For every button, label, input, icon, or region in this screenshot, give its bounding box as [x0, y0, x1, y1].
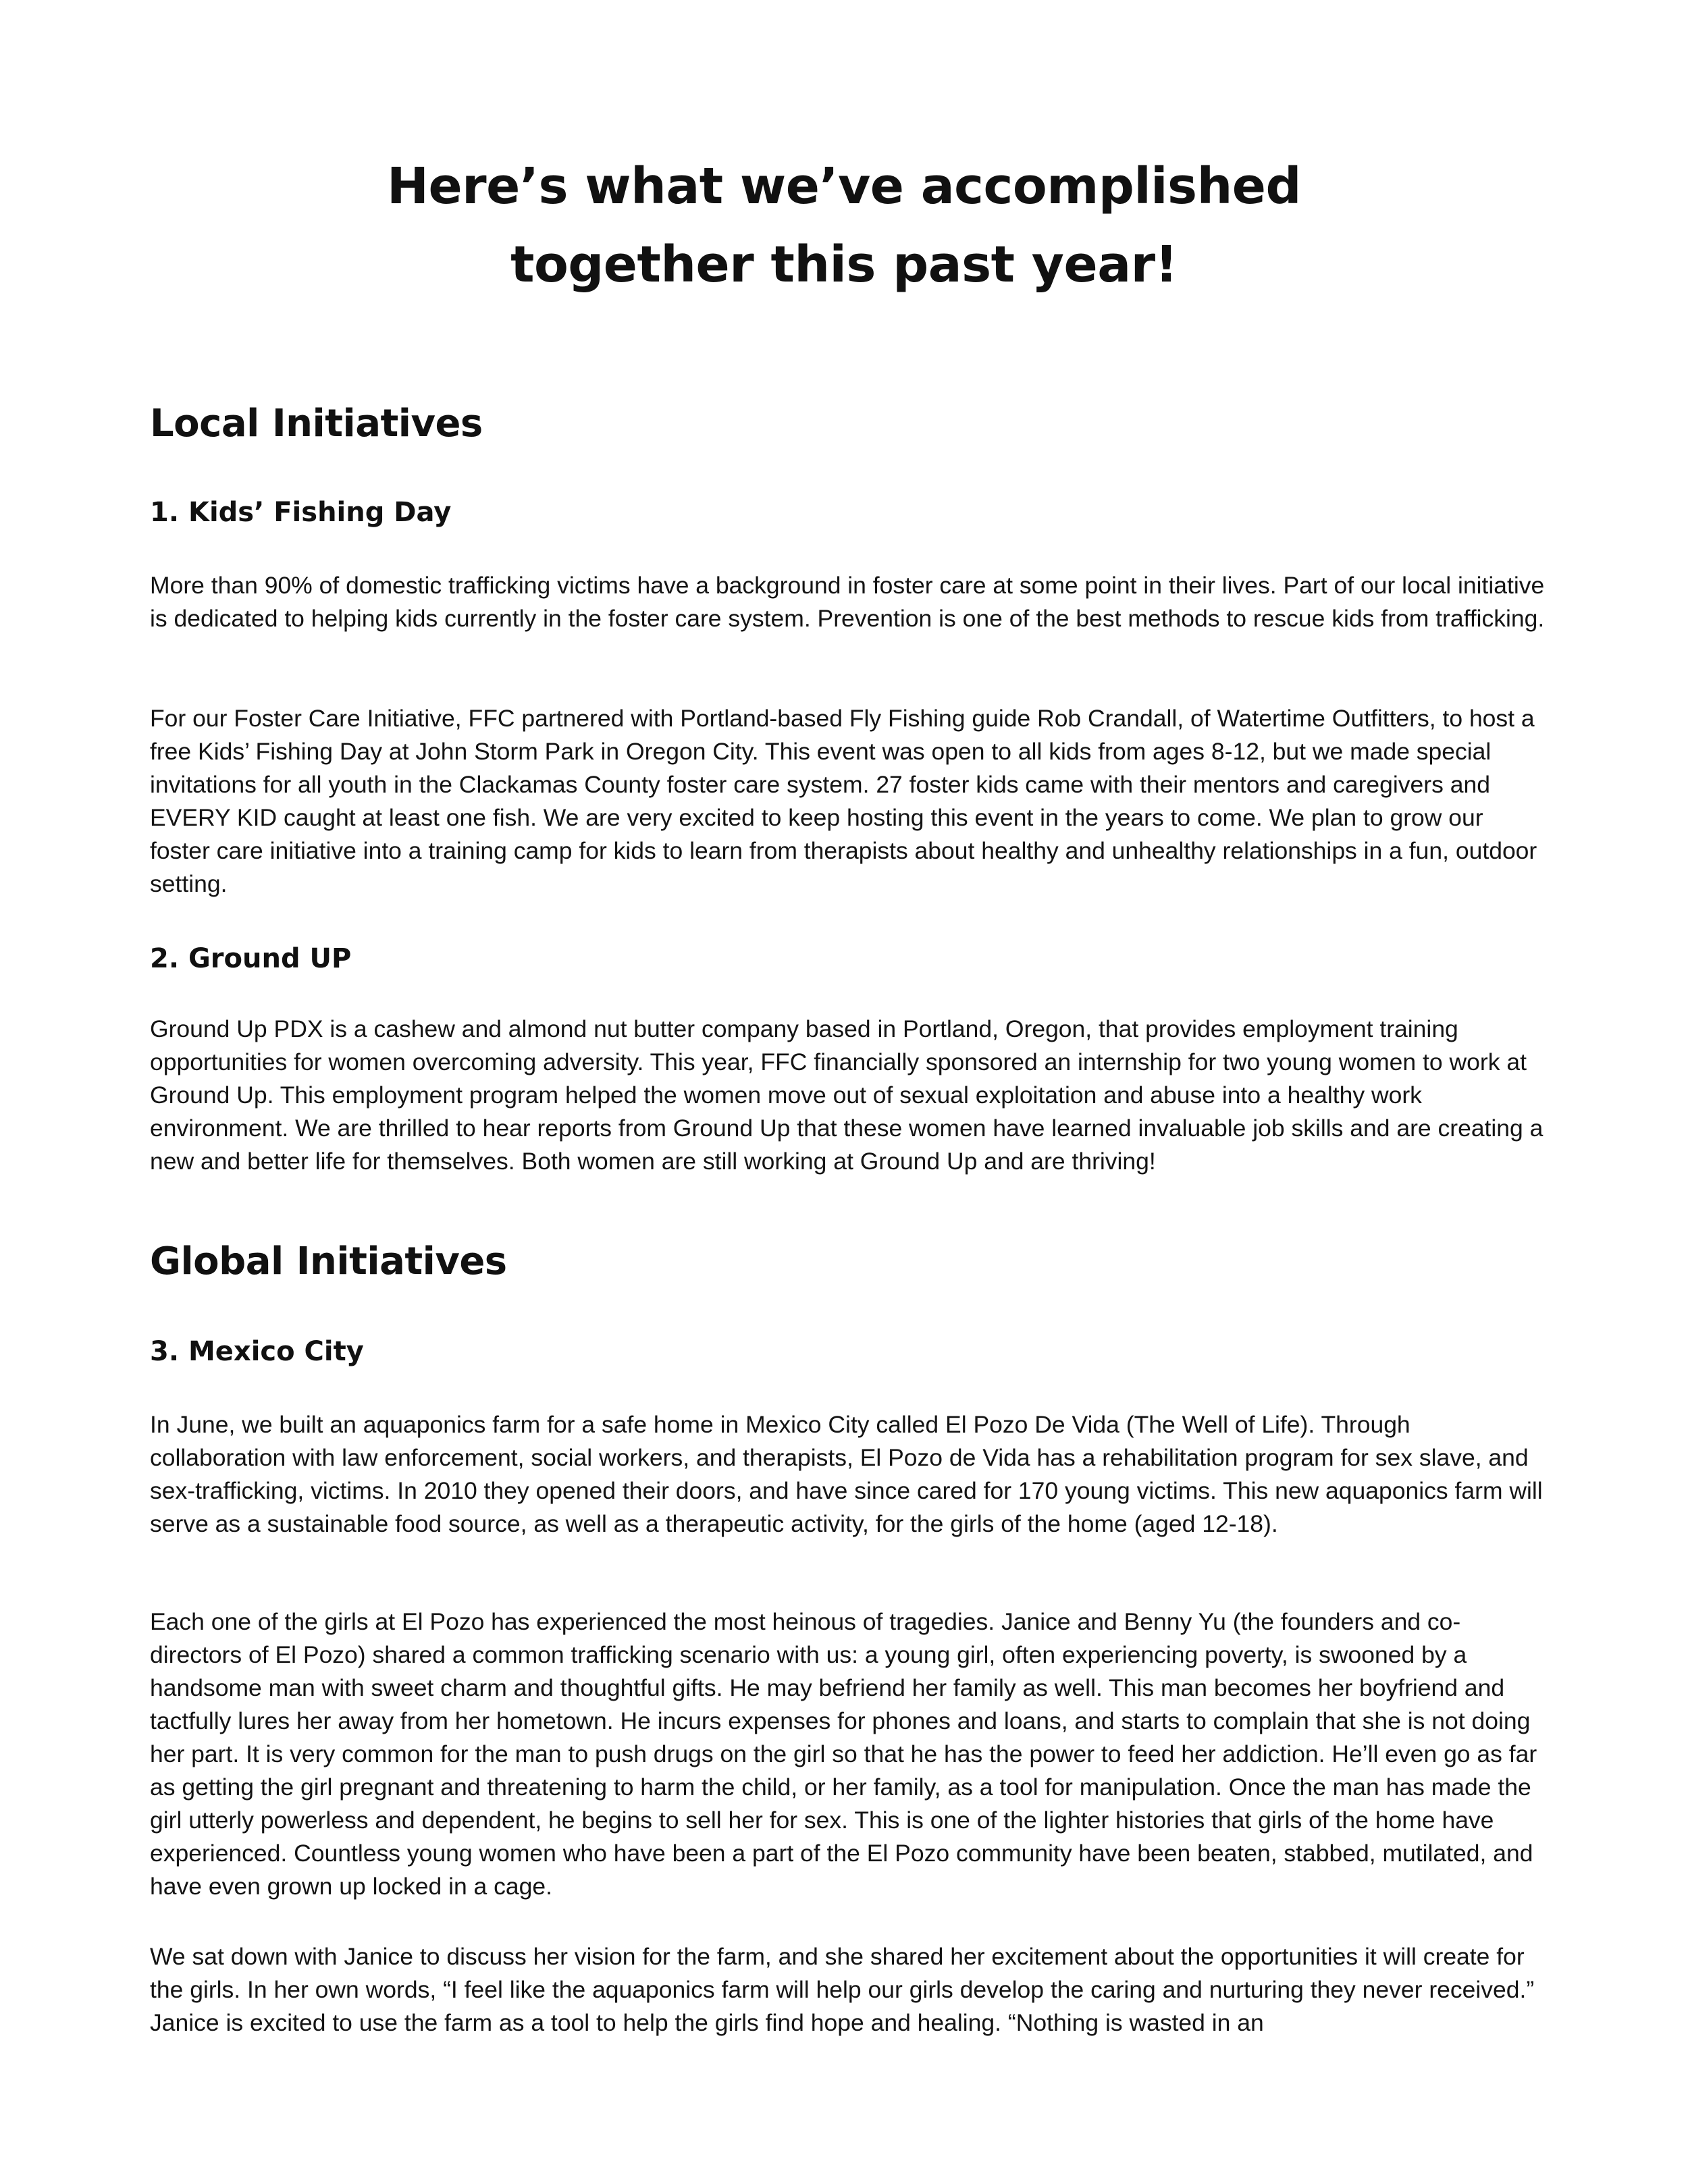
mexico-city-paragraph-1: In June, we built an aquaponics farm for a safe home in Mexico City called El Pozo De Vida (The Well of Life). Through collaboration with law enforcement, social workers, and therapists, El Pozo de Vida has a rehabilitation program for sex slave, and sex-trafficking, victims. In 2010 they opened their doors, and have since cared for 170 young victims. This new aquaponics farm will serve as a sustainable food source, as well as a therapeutic activity, for the girls of the home (aged 12-18). — [150, 1411, 1543, 1537]
ground-up-paragraph: Ground Up PDX is a cashew and almond nut butter company based in Portland, Oregon, that provides employment training opportunities for women overcoming adversity. This year, FFC financially sponsored an internship for two young women to work at Ground Up. This employment program helped the women move out of sexual exploitation and abuse into a healthy work environment. We are thrilled to hear reports from Ground Up that these women have learned invaluable job skills and are creating a new and better life for themselves. Both women are still working at Ground Up and are thriving! — [150, 1015, 1544, 1175]
page-title-line-2: together this past year! — [510, 236, 1178, 294]
local-initiatives-heading: Local Initiatives — [150, 402, 483, 446]
mexico-city-paragraph-3: We sat down with Janice to discuss her vision for the farm, and she shared her excitement about the opportunities it will create for the girls. In her own words, “I feel like the aquaponics farm will help our girls develop the caring and nurturing they never received.” Janice is excited to use the farm as a tool to help the girls find hope and healing. “Nothing is wasted in an — [150, 1943, 1535, 2036]
ground-up-heading: 2. Ground UP — [150, 943, 352, 974]
mexico-city-paragraph-2: Each one of the girls at El Pozo has experienced the most heinous of tragedies. Janice and Benny Yu (the founders and co-directors of El Pozo) shared a common trafficking scenario with us: a young girl, often experiencing poverty, is swooned by a handsome man with sweet charm and thoughtful gifts. He may befriend her family as well. This man becomes her boyfriend and tactfully lures her away from her hometown. He incurs expenses for phones and loans, and starts to complain that she is not doing her part. It is very common for the man to push drugs on the girl so that he has the power to feed her addiction. He’ll even go as far as getting the girl pregnant and threatening to harm the child, or her family, as a tool for manipulation. Once the man has made the girl utterly powerless and dependent, he begins to sell her for sex. This is one of the lighter histories that girls of the home have experienced. Countless young women who have been a part of the El Pozo community have been beaten, stabbed, mutilated, and have even grown up locked in a cage. — [150, 1608, 1537, 1900]
global-initiatives-heading: Global Initiatives — [150, 1240, 507, 1283]
kids-fishing-day-heading: 1. Kids’ Fishing Day — [150, 497, 452, 528]
page-title-line-1: Here’s what we’ve accomplished — [387, 157, 1301, 215]
kids-fishing-paragraph-1: More than 90% of domestic trafficking victims have a background in foster care at some point in their lives. Part of our local initiative is dedicated to helping kids currently in the foster care system. Prevention is one of the best methods to rescue kids from trafficking. — [150, 572, 1545, 632]
page-title — [0, 147, 1688, 304]
mexico-city-heading: 3. Mexico City — [150, 1336, 364, 1367]
kids-fishing-paragraph-2: For our Foster Care Initiative, FFC partnered with Portland-based Fly Fishing guide Rob Crandall, of Watertime Outfitters, to host a free Kids’ Fishing Day at John Storm Park in Oregon City. This event was open to all kids from ages 8-12, but we made special invitations for all youth in the Clackamas County foster care system. 27 foster kids came with their mentors and caregivers and EVERY KID caught at least one fish. We are very excited to keep hosting this event in the years to come. We plan to grow our foster care initiative into a training camp for kids to learn from therapists about healthy and unhealthy relationships in a fun, outdoor setting. — [150, 705, 1537, 897]
